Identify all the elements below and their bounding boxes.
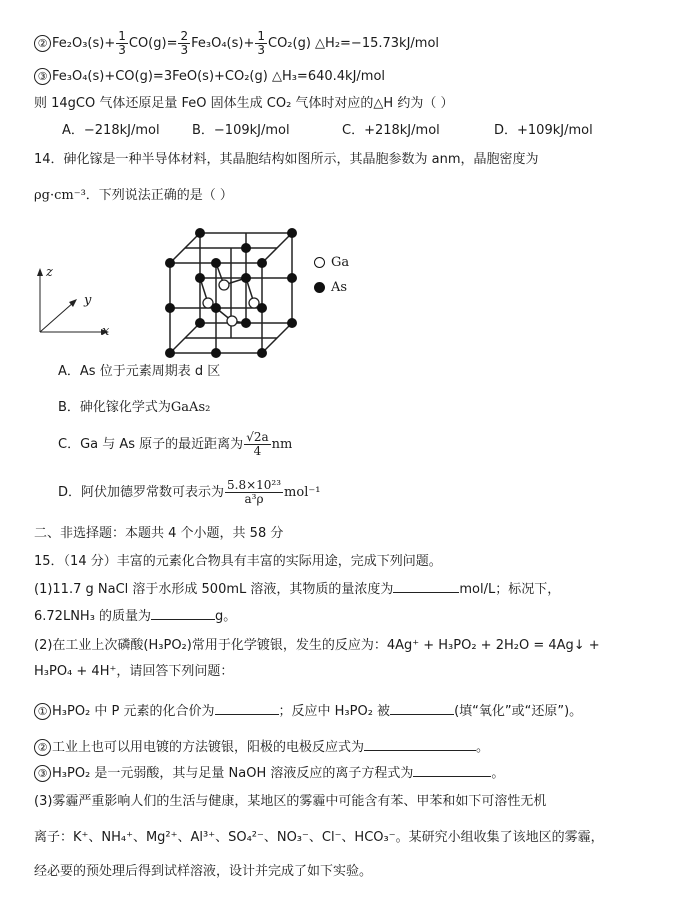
- eq-text: Fe₃O₄(s)+CO(g)=3FeO(s)+CO₂(g) △H₃=640.4kJ/mol: [52, 69, 386, 84]
- ga-marker: [314, 257, 325, 268]
- fraction: [255, 30, 267, 57]
- legend-ga: [314, 255, 349, 270]
- legend-as-label: As: [331, 280, 348, 295]
- q15-sub1: [34, 702, 582, 722]
- text: ；反应中 H₃PO₂ 被: [278, 704, 391, 719]
- as-marker: [314, 282, 325, 293]
- denominator: 3: [180, 43, 189, 57]
- axis-x-label: x: [102, 324, 110, 339]
- text: 。: [476, 740, 490, 755]
- numerator: 1: [257, 29, 265, 43]
- q15-part2-line2: H₃PO₄ + 4H⁺，请回答下列问题：: [34, 664, 234, 679]
- fraction: [178, 30, 190, 57]
- legend-ga-label: Ga: [331, 255, 350, 270]
- text: (1)11.7 g NaCl 溶于水形成 500mL 溶液，其物质的量浓度为: [34, 582, 394, 597]
- numerator: √2a: [246, 430, 269, 444]
- text: H₃PO₂ 是一元弱酸，其与足量 NaOH 溶液反应的离子方程式为: [52, 766, 414, 781]
- section-heading: 二、非选择题：本题共 4 个小题，共 58 分: [34, 526, 284, 541]
- q13-option-a: A．−218kJ/mol: [62, 123, 160, 138]
- text: 工业上也可以用电镀的方法镀银，阳极的电极反应式为: [52, 740, 365, 755]
- q13-option-d: D．+109kJ/mol: [494, 123, 593, 138]
- fraction: [225, 479, 283, 506]
- numerator: 5.8×10²³: [227, 478, 282, 492]
- denominator: 3: [257, 43, 265, 57]
- circled-number: ③: [34, 765, 51, 782]
- text: 6.72LNH₃ 的质量为: [34, 609, 152, 624]
- q15-part1-line2: [34, 607, 236, 627]
- q13-option-c: C．+218kJ/mol: [342, 123, 440, 138]
- denominator: 4: [253, 444, 262, 458]
- text: g。: [215, 609, 237, 624]
- unit: mol⁻¹: [284, 485, 321, 500]
- numerator: 2: [180, 29, 189, 43]
- axis-z-label: z: [46, 265, 53, 280]
- q15-part3-line3: 经必要的预处理后得到试样溶液，设计并完成了如下实验。: [34, 864, 373, 879]
- option-text: B．砷化镓化学式为: [58, 400, 171, 415]
- text: H₃PO₂ 中 P 元素的化合价为: [52, 704, 215, 719]
- circled-number: ②: [34, 739, 51, 756]
- option-text: D．阿伏加德罗常数可表示为: [58, 485, 225, 500]
- answer-blank[interactable]: [215, 702, 279, 715]
- q14-option-d: [58, 478, 320, 508]
- crystal-cell-diagram: [160, 225, 310, 355]
- q13-option-b: B．−109kJ/mol: [192, 123, 290, 138]
- q15-part3-line1: (3)雾霾严重影响人们的生活与健康，某地区的雾霾中可能含有苯、甲苯和如下可溶性无机: [34, 794, 547, 809]
- text: mol/L；标况下，: [459, 582, 561, 597]
- q15-part2-line1: (2)在工业上次磷酸(H₃PO₂)常用于化学镀银，发生的反应为：4Ag⁺ + H₃PO₂ + 2H₂O = 4Ag↓ +: [34, 638, 600, 653]
- numerator: 1: [118, 29, 126, 43]
- equation-3: [34, 67, 385, 87]
- eq-text: CO(g)=: [128, 36, 178, 51]
- answer-blank[interactable]: [364, 738, 476, 751]
- fraction: [116, 30, 128, 57]
- denominator: a³ρ: [244, 492, 264, 506]
- answer-blank[interactable]: [151, 607, 215, 620]
- unit: nm: [271, 437, 293, 452]
- eq-text: Fe₃O₄(s)+: [191, 36, 255, 51]
- axis-y-label: y: [84, 293, 92, 308]
- q14-stem-line2: ρg·cm⁻³．下列说法正确的是（ ）: [34, 188, 233, 203]
- answer-blank[interactable]: [393, 580, 459, 593]
- q14-option-a: A．As 位于元素周期表 d 区: [58, 364, 221, 379]
- eq-text: Fe₂O₃(s)+: [52, 36, 116, 51]
- legend-as: [314, 280, 347, 295]
- equation-2: [34, 30, 439, 57]
- q15-part3-line2: 离子：K⁺、NH₄⁺、Mg²⁺、Al³⁺、SO₄²⁻、NO₃⁻、Cl⁻、HCO₃⁻。某研究小组收集了该地区的雾霾，: [34, 830, 604, 845]
- denominator: 3: [118, 43, 126, 57]
- q14-option-c: [58, 430, 292, 460]
- text: (填“氧化”或“还原”)。: [454, 704, 583, 719]
- option-text: C．Ga 与 As 原子的最近距离为: [58, 437, 244, 452]
- answer-blank[interactable]: [413, 764, 491, 777]
- text: 。: [491, 766, 505, 781]
- fraction: [244, 431, 270, 458]
- eq-text: CO₂(g) △H₂=−15.73kJ/mol: [268, 36, 440, 51]
- formula: GaAs₂: [170, 400, 211, 415]
- q15-part1-line1: [34, 580, 560, 600]
- q14-option-b: [58, 398, 210, 418]
- q15-sub2: [34, 738, 489, 758]
- q14-stem-line1: 14．砷化镓是一种半导体材料，其晶胞结构如图所示，其晶胞参数为 anm，晶胞密度为: [34, 152, 539, 167]
- circled-number: ①: [34, 703, 51, 720]
- circled-number: ②: [34, 35, 51, 52]
- circled-number: ③: [34, 68, 51, 85]
- q15-title: 15．（14 分）丰富的元素化合物具有丰富的实际用途，完成下列问题。: [34, 554, 442, 569]
- q15-sub3: [34, 764, 504, 784]
- q13-stem: 则 14gCO 气体还原足量 FeO 固体生成 CO₂ 气体时对应的△H 约为（ ）: [34, 96, 454, 111]
- answer-blank[interactable]: [390, 702, 454, 715]
